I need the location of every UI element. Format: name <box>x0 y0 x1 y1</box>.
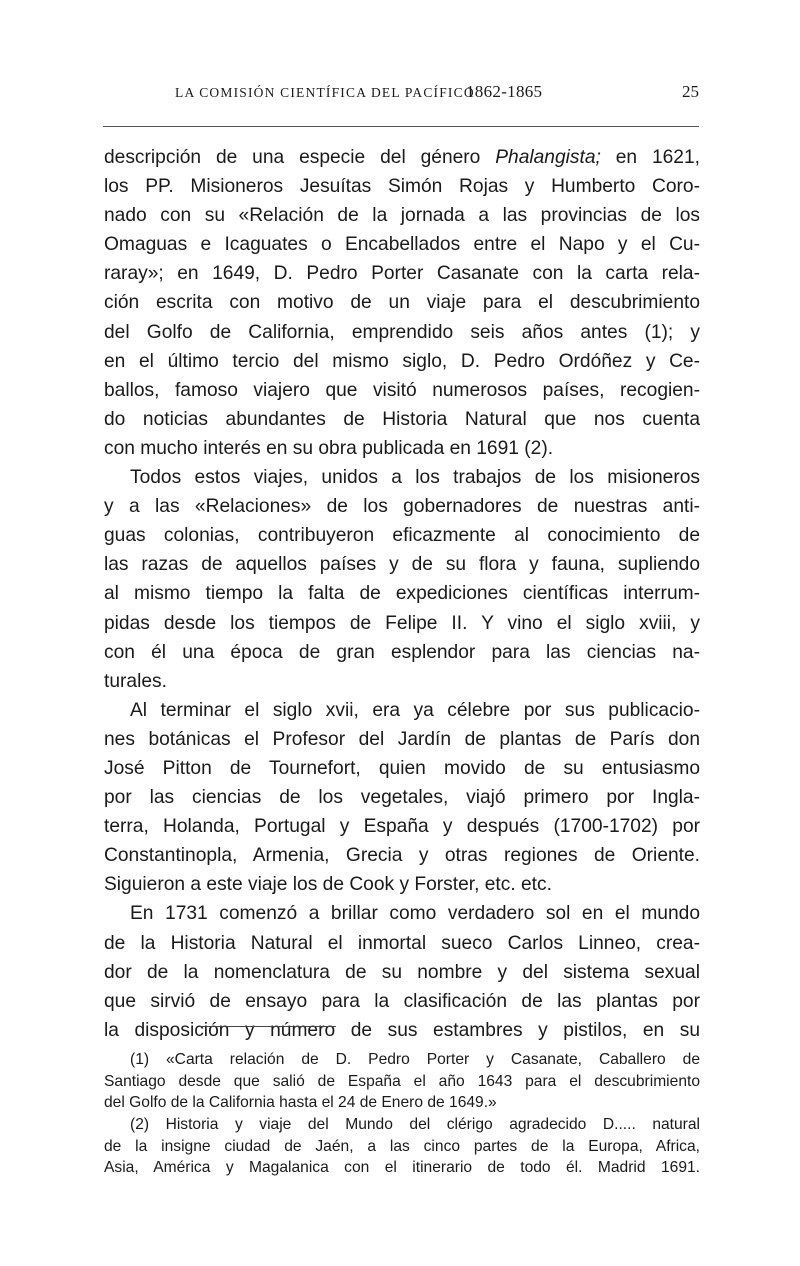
body-line: dor de la nomenclatura de su nombre y del sistema sexual <box>104 961 700 983</box>
footnote-line: Asia, América y Magalanica con el itinerario de todo él. Madrid 1691. <box>104 1159 700 1177</box>
body-line-segment: en 1621, <box>600 147 700 168</box>
body-line: Todos estos viajes, unidos a los trabajos de los misioneros <box>130 467 700 489</box>
footnote-line: (1) «Carta relación de D. Pedro Porter y Casanate, Caballero de <box>130 1051 700 1068</box>
header-rule <box>103 126 699 127</box>
body-line: Omaguas e Icaguates o Encabellados entre el Napo y el Cu- <box>104 234 700 256</box>
body-line: Siguieron a este viaje los de Cook y Forster, etc. etc. <box>104 874 552 896</box>
body-line: y a las «Relaciones» de los gobernadores de nuestras anti- <box>104 496 700 518</box>
body-line: nado con su «Relación de la jornada a las provincias de los <box>104 205 700 227</box>
body-line: Constantinopla, Armenia, Grecia y otras regiones de Oriente. <box>104 845 700 867</box>
footnote-rule <box>200 1026 336 1027</box>
body-line: Al terminar el siglo xvii, era ya célebre por sus publicacio- <box>130 699 700 721</box>
body-line: de la Historia Natural el inmortal sueco Carlos Linneo, crea- <box>104 932 700 954</box>
footnotes <box>104 1049 700 1179</box>
body-line: raray»; en 1649, D. Pedro Porter Casanate con la carta rela- <box>104 263 700 285</box>
footnote-line: (2) Historia y viaje del Mundo del clérigo agradecido D..... natural <box>130 1116 700 1134</box>
body-line: con él una época de gran esplendor para las ciencias na- <box>104 641 700 663</box>
body-line: nes botánicas el Profesor del Jardín de plantas de París don <box>104 728 700 750</box>
body-line: en el último tercio del mismo siglo, D. Pedro Ordóñez y Ce- <box>104 350 700 372</box>
running-head-years: 1862-1865 <box>466 82 543 101</box>
body-line: con mucho interés en su obra publicada en 1691 (2). <box>104 437 554 459</box>
footnote-line: del Golfo de la California hasta el 24 de Enero de 1649.» <box>104 1094 497 1112</box>
footnote-line: de la insigne ciudad de Jaén, a las cinco partes de la Europa, Africa, <box>104 1137 700 1155</box>
running-head-title: LA COMISIÓN CIENTÍFICA DEL PACÍFICO <box>175 85 475 100</box>
body-line: ción escrita con motivo de un viaje para el descubrimiento <box>104 292 700 314</box>
page-number: 25 <box>682 82 699 101</box>
body-line: En 1731 comenzó a brillar como verdadero sol en el mundo <box>130 903 700 925</box>
body-line: del Golfo de California, emprendido seis años antes (1); y <box>104 321 700 343</box>
body-line: turales. <box>104 670 167 692</box>
body-line: guas colonias, contribuyeron eficazmente al conocimiento de <box>104 525 700 547</box>
body-line: pidas desde los tiempos de Felipe II. Y vino el siglo xviii, y <box>104 612 700 634</box>
running-head <box>103 82 699 107</box>
body-line: la disposición y número de sus estambres y pistilos, en su <box>104 1019 700 1041</box>
footnote-line: Santiago desde que salió de España el año 1643 para el descubrimiento <box>104 1072 700 1090</box>
body-line-segment: descripción de una especie del género <box>104 147 496 168</box>
body-line: por las ciencias de los vegetales, viajó primero por Ingla- <box>104 787 700 809</box>
body-line <box>104 143 700 172</box>
body-line: las razas de aquellos países y de su flora y fauna, supliendo <box>104 554 700 576</box>
body-line: al mismo tiempo la falta de expediciones científicas interrum- <box>104 583 700 605</box>
body-text <box>104 143 700 1045</box>
body-line: los PP. Misioneros Jesuítas Simón Rojas y Humberto Coro- <box>104 176 700 198</box>
species-genus-italic: Phalangista; <box>495 147 601 168</box>
body-line: terra, Holanda, Portugal y España y después (1700-1702) por <box>104 816 700 838</box>
body-line: José Pitton de Tournefort, quien movido de su entusiasmo <box>104 757 700 779</box>
body-line: ballos, famoso viajero que visitó numerosos países, recogien- <box>104 379 700 401</box>
body-line: do noticias abundantes de Historia Natural que nos cuenta <box>104 408 700 430</box>
body-line: que sirvió de ensayo para la clasificación de las plantas por <box>104 990 700 1012</box>
